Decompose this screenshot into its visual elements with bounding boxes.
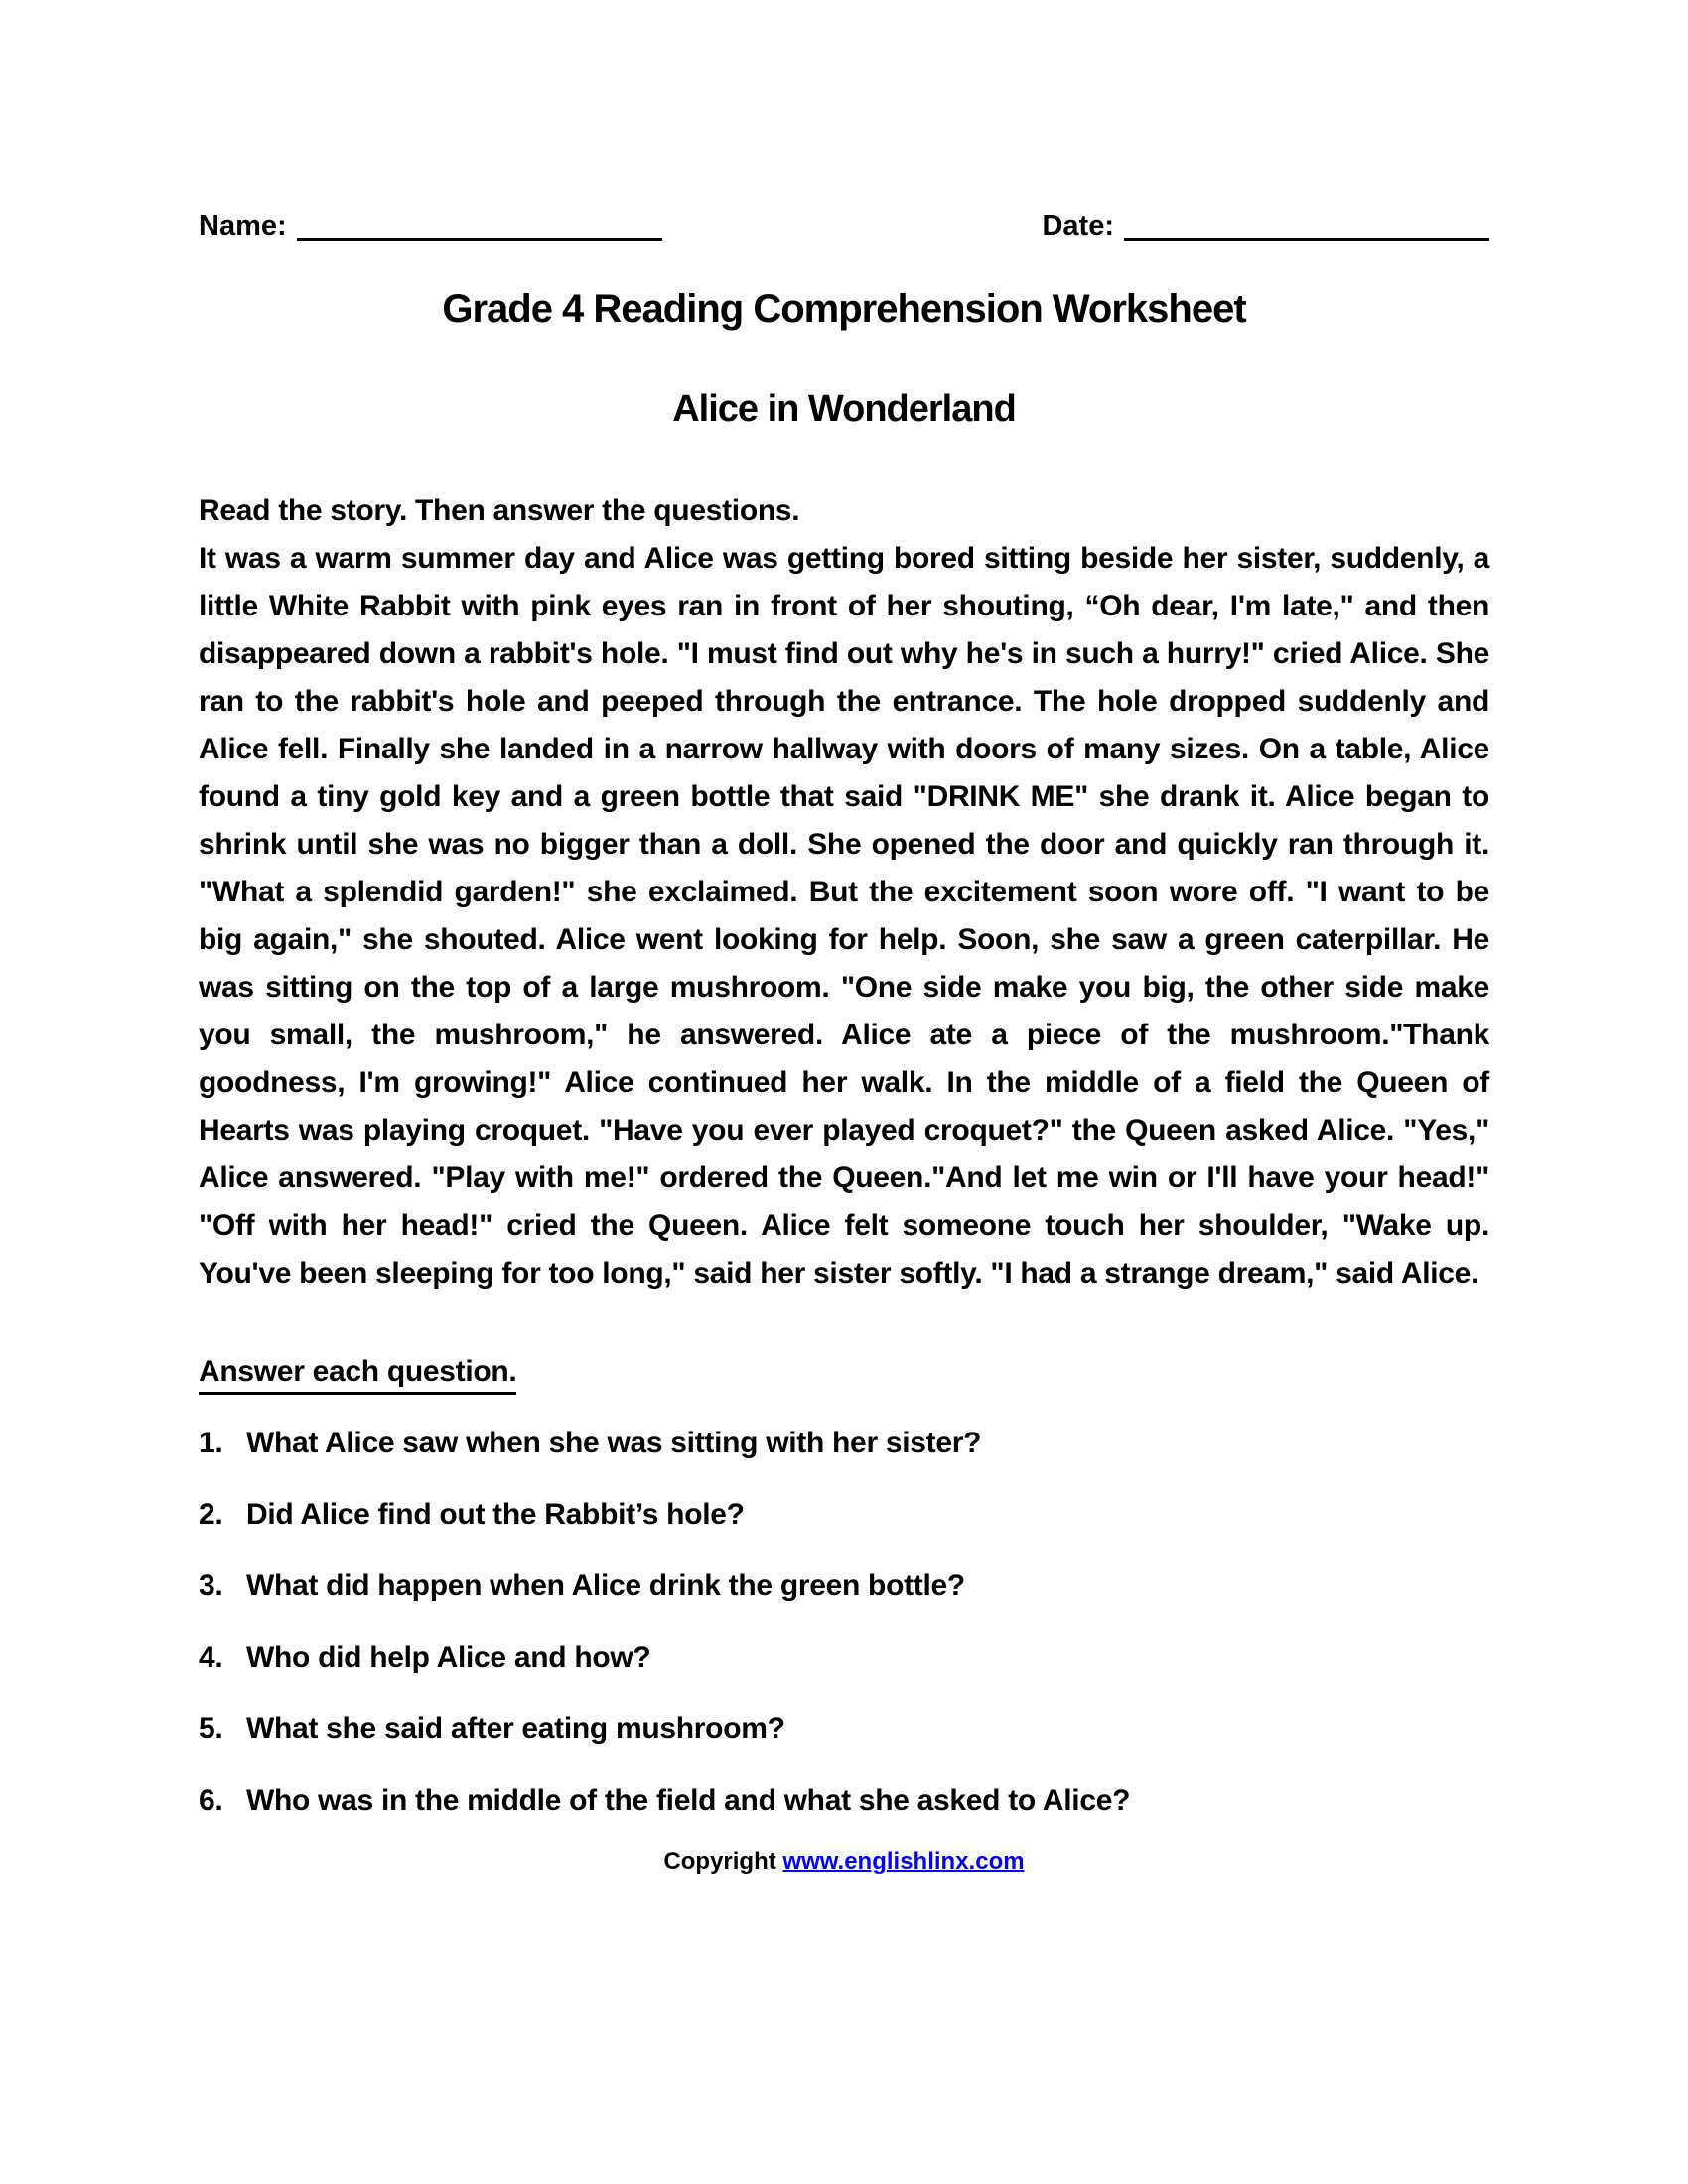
question-number: 5. xyxy=(199,1712,223,1745)
question-number: 6. xyxy=(199,1784,223,1817)
copyright-link[interactable]: www.englishlinx.com xyxy=(782,1848,1025,1875)
question-item xyxy=(199,1777,1489,1825)
story-text: It was a warm summer day and Alice was getting bored sitting beside her sister, suddenly, a little White Rabbit with pink eyes ran in front of her shouting, “Oh dear, I'm late," and then disappeared down a rabbit's hole. "I must find out why he's in such a hurry!" cried Alice. She ran to the rabbit's hole and peeped through the entrance. The hole dropped suddenly and Alice fell. Finally she landed in a narrow hallway with doors of many sizes. On a table, Alice found a tiny gold key and a green bottle that said "DRINK ME" she drank it. Alice began to shrink until she was no bigger than a doll. She opened the door and quickly ran through it. "What a splendid garden!" she exclaimed. But the excitement soon wore off. "I want to be big again," she shouted. Alice went looking for help. Soon, she saw a green caterpillar. He was sitting on the top of a large mushroom. "One side make you big, the other side make you small, the mushroom," he answered. Alice ate a piece of the mushroom."Thank goodness, I'm growing!" Alice continued her walk. In the middle of a field the Queen of Hearts was playing croquet. "Have you ever played croquet?" the Queen asked Alice. "Yes," Alice answered. "Play with me!" ordered the Queen."And let me win or I'll have your head!" "Off with her head!" cried the Queen. Alice felt someone touch her shoulder, "Wake up. You've been sleeping for too long," said her sister softly. "I had a strange dream," said Alice. xyxy=(199,542,1489,1290)
name-field xyxy=(199,210,662,243)
question-number: 1. xyxy=(199,1427,223,1459)
name-blank-line[interactable] xyxy=(297,234,662,241)
date-blank-line[interactable] xyxy=(1124,234,1489,241)
story-title: Alice in Wonderland xyxy=(672,388,1016,430)
question-item xyxy=(199,1491,1489,1539)
question-text: What did happen when Alice drink the green bottle? xyxy=(246,1570,965,1602)
question-item xyxy=(199,1420,1489,1467)
question-text: Did Alice find out the Rabbit’s hole? xyxy=(246,1498,745,1531)
date-field xyxy=(1042,210,1489,243)
question-item xyxy=(199,1563,1489,1610)
question-item xyxy=(199,1706,1489,1753)
question-text: Who did help Alice and how? xyxy=(246,1641,651,1674)
footer xyxy=(199,1848,1489,1876)
questions-section xyxy=(199,1355,1489,1395)
page-title: Grade 4 Reading Comprehension Worksheet xyxy=(442,287,1246,331)
question-item xyxy=(199,1634,1489,1682)
question-number: 4. xyxy=(199,1641,223,1674)
date-label: Date: xyxy=(1042,210,1114,242)
copyright-label: Copyright xyxy=(663,1848,776,1875)
question-number: 2. xyxy=(199,1498,223,1531)
questions-list xyxy=(199,1420,1489,1825)
question-text: Who was in the middle of the field and what she asked to Alice? xyxy=(246,1784,1131,1817)
question-text: What Alice saw when she was sitting with her sister? xyxy=(246,1427,982,1459)
instruction-line: Read the story. Then answer the questions. xyxy=(199,494,800,527)
questions-heading: Answer each question. xyxy=(199,1355,516,1395)
name-label: Name: xyxy=(199,210,287,242)
header xyxy=(199,210,1489,243)
question-number: 3. xyxy=(199,1570,223,1602)
question-text: What she said after eating mushroom? xyxy=(246,1712,785,1745)
